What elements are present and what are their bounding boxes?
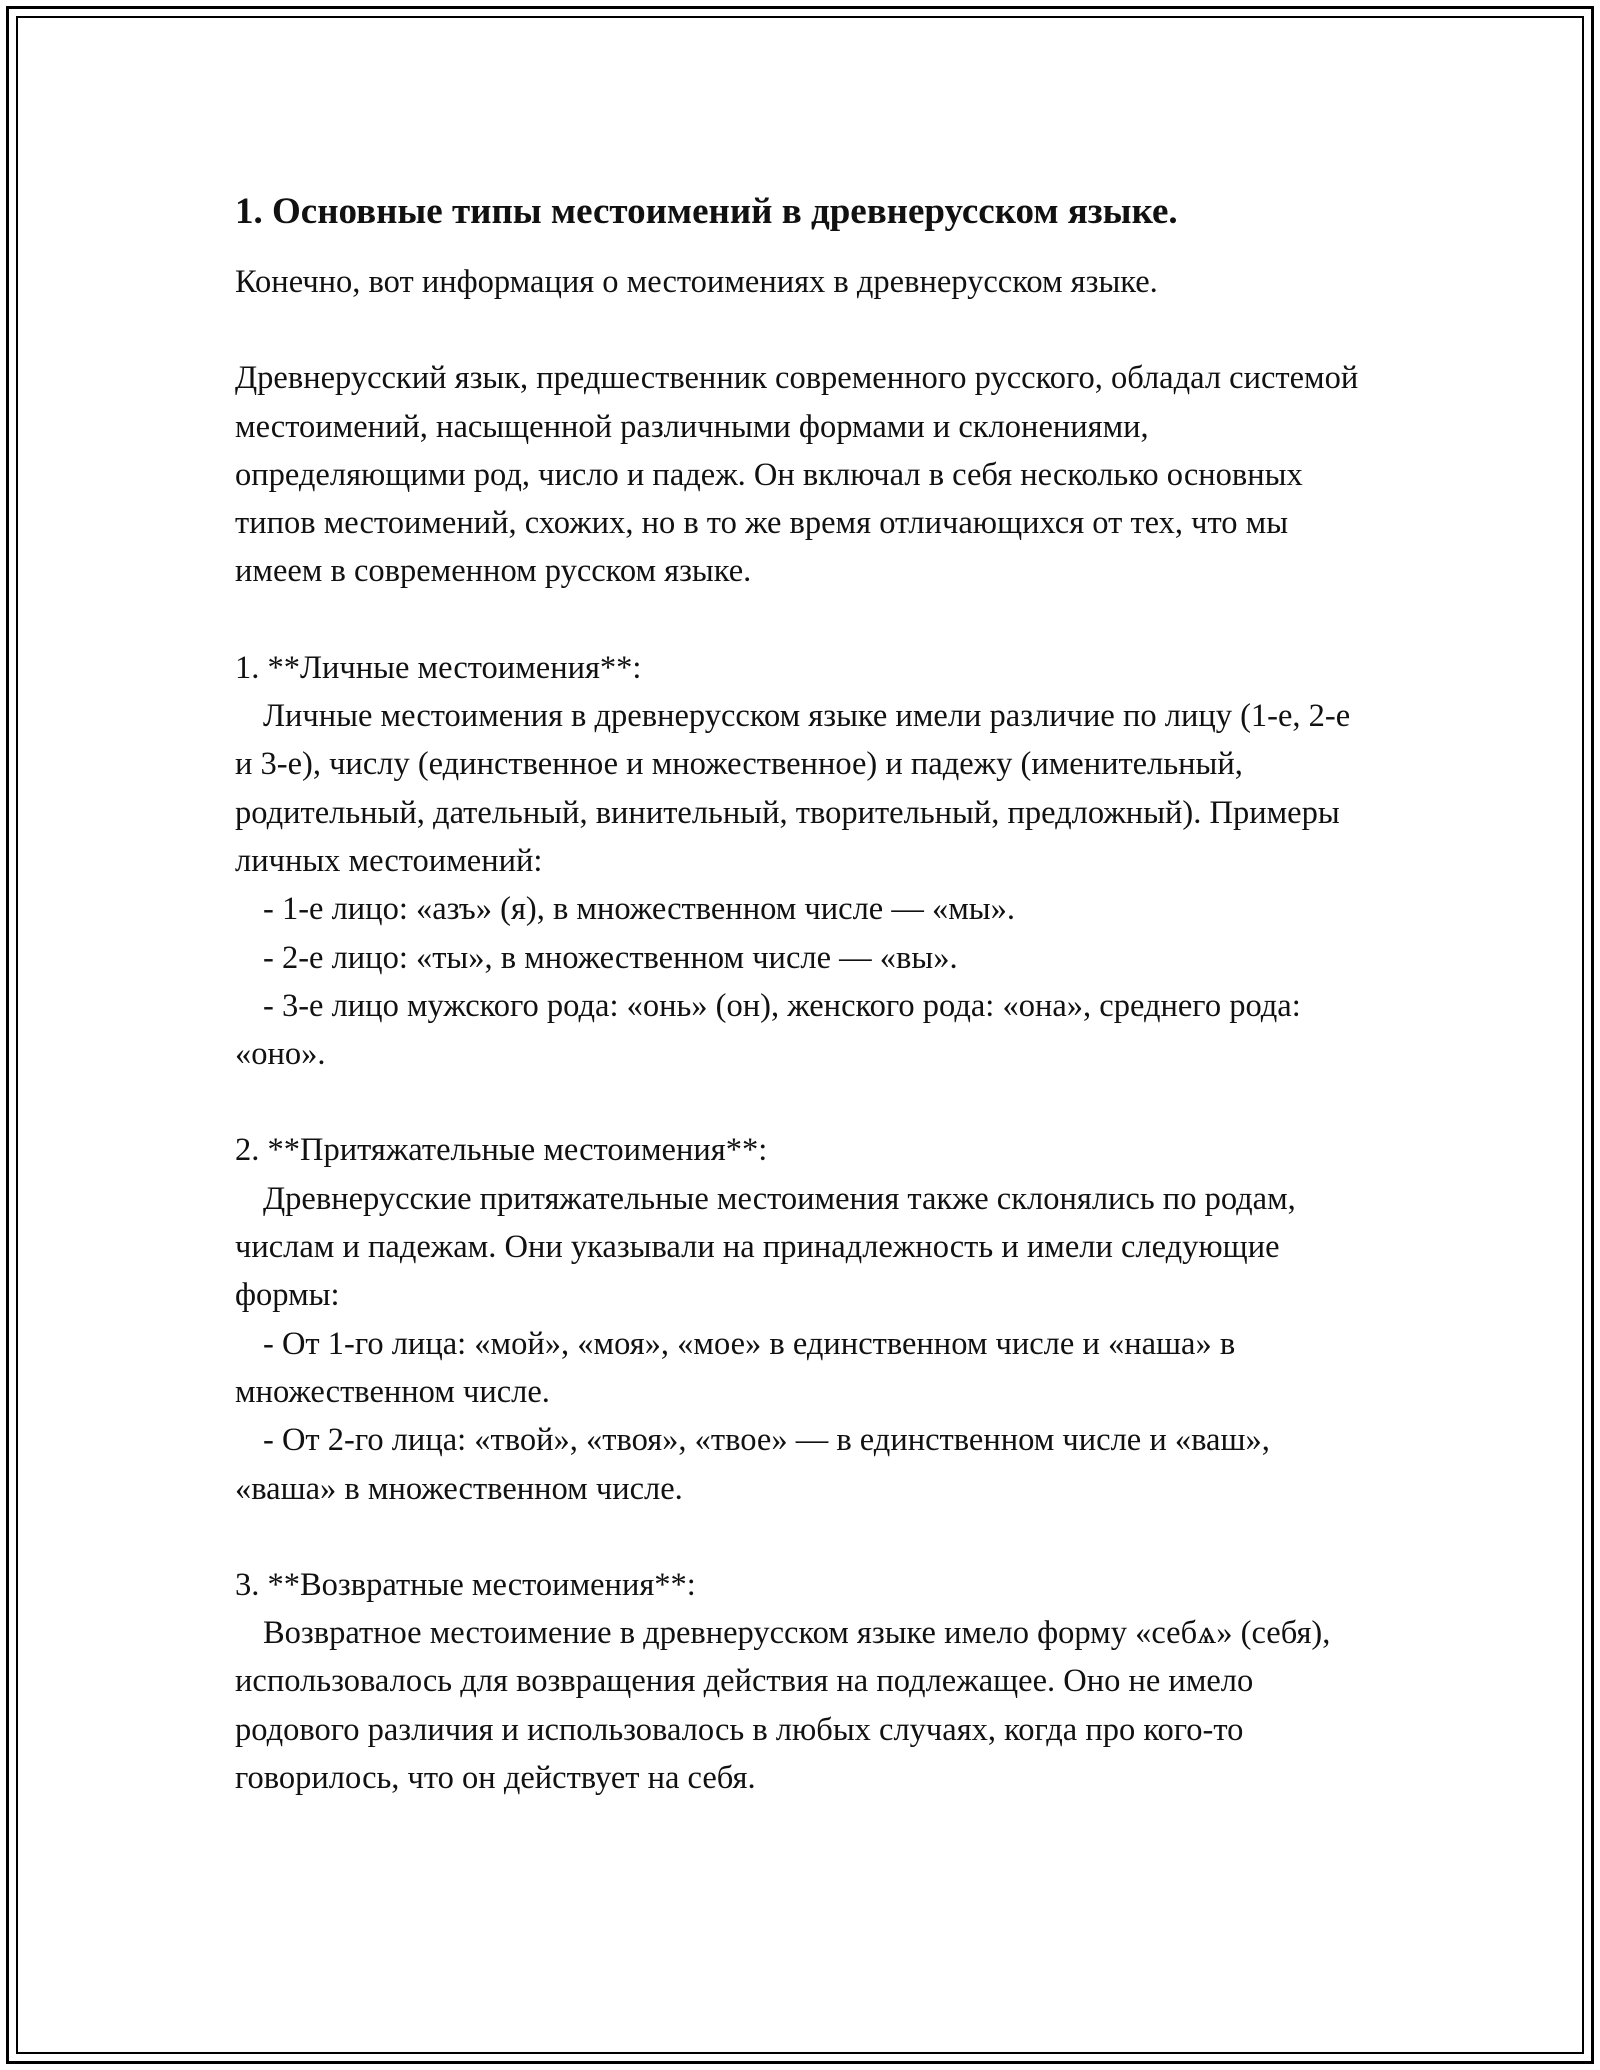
section-heading: 1. **Личные местоимения**: [235, 649, 642, 686]
section-body: Возвратное местоимение в древнерусском языке имело форму «себѧ» (себя), использовалось для возвращения действия на подлежащее. Оно не имело родового различия и использовалось в любых случаях, когда про кого-то говорилось, что он действует на себя. [235, 1615, 1331, 1797]
list-item: - От 1-го лица: «мой», «моя», «мое» в единственном числе и «наша» в множественном числе. [235, 1325, 1236, 1410]
list-item: - 3-е лицо мужского рода: «онь» (он), женского рода: «она», среднего рода: «оно». [235, 987, 1301, 1073]
list-item: - От 2-го лица: «твой», «твоя», «твое» — в единственном числе и «ваш», «ваша» в множественном числе. [235, 1422, 1270, 1507]
list-item: - 1-е лицо: «азъ» (я), в множественном числе — «мы». [263, 891, 1015, 928]
section-possessive-pronouns [235, 1126, 1375, 1512]
document-title: 1. Основные типы местоимений в древнерусском языке. [235, 191, 1178, 232]
section-body: Личные местоимения в древнерусском языке имели различие по лицу (1-е, 2-е и 3-е), числу (единственное и множественное) и падежу (именительный, родительный, дательный, винительный, творительный, предложный). Примеры личных местоимений: [235, 698, 1351, 879]
section-heading: 3. **Возвратные местоимения**: [235, 1566, 696, 1603]
document-page [235, 188, 1375, 1850]
section-personal-pronouns [235, 644, 1375, 1079]
intro-paragraph: Конечно, вот информация о местоимениях в древнерусском языке. [235, 264, 1158, 300]
list-item: - 2-е лицо: «ты», в множественном числе — «вы». [263, 939, 958, 976]
overview-paragraph: Древнерусский язык, предшественник современного русского, обладал системой местоимений, насыщенной различными формами и склонениями, определяющими род, число и падеж. Он включал в себя несколько основных типов местоимений, схожих, но в то же время отличающихся от тех, что мы имеем в современном русском языке. [235, 360, 1359, 590]
section-heading: 2. **Притяжательные местоимения**: [235, 1132, 768, 1169]
section-body: Древнерусские притяжательные местоимения также склонялись по родам, числам и падежам. Они указывали на принадлежность и имели следующие формы: [235, 1180, 1296, 1314]
section-reflexive-pronouns [235, 1561, 1375, 1802]
